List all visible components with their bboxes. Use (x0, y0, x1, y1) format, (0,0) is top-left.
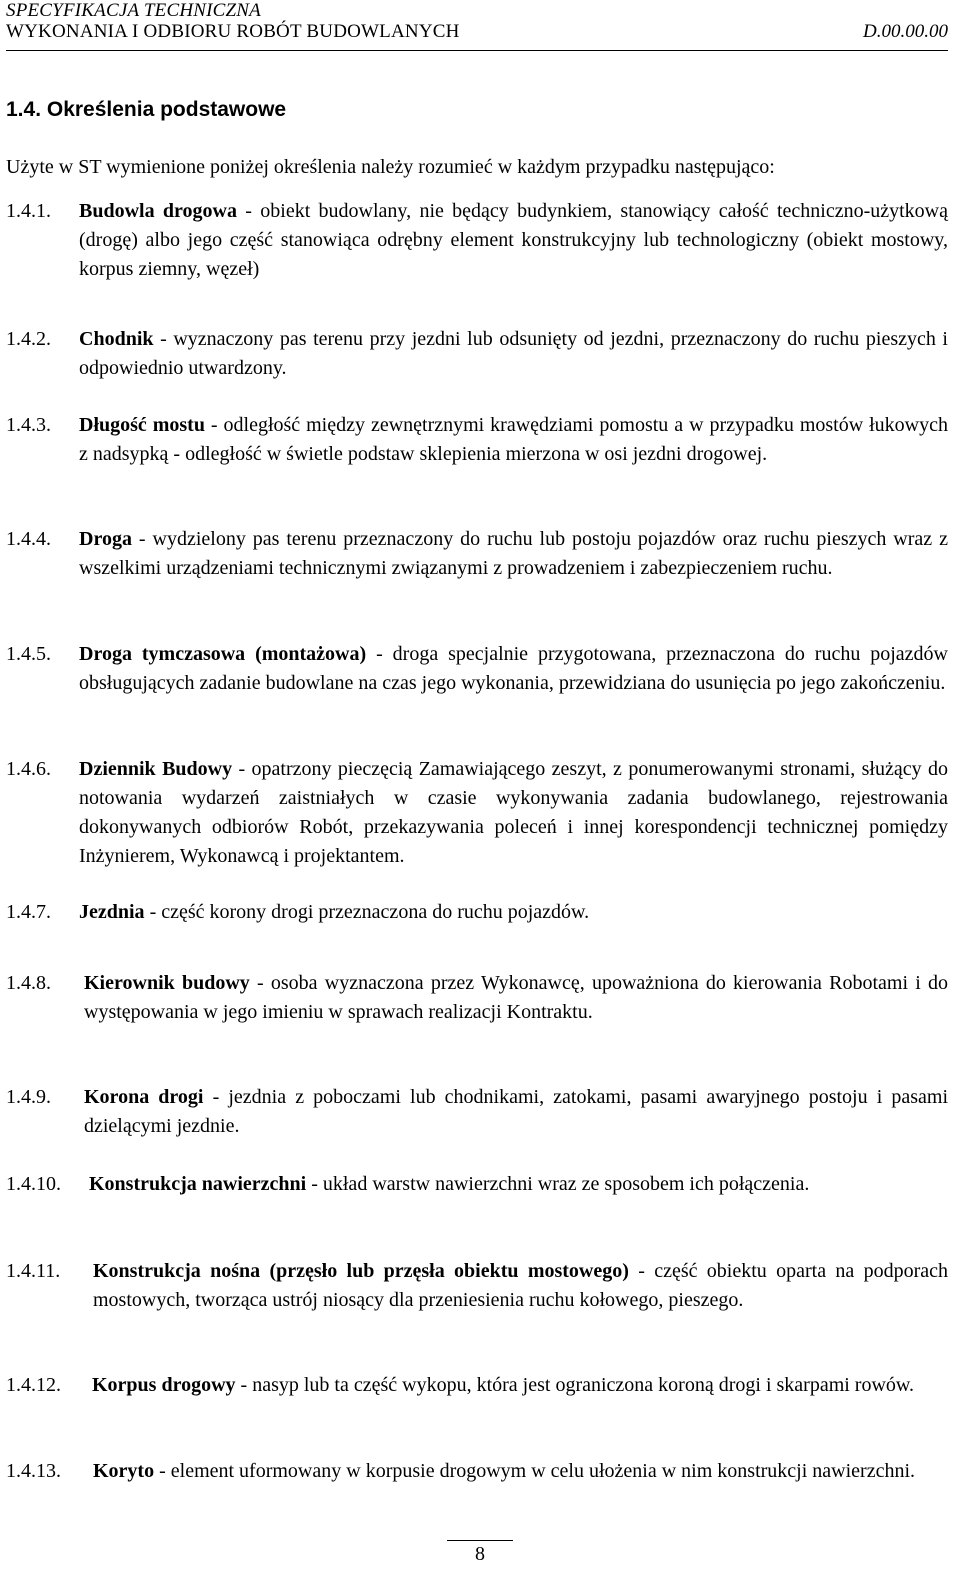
definition-term: Kierownik budowy (84, 972, 250, 994)
definition-number: 1.4.2. (6, 328, 51, 350)
definition-text: - układ warstw nawierzchni wraz ze sposobem ich połączenia. (306, 1173, 810, 1195)
definition-item (6, 325, 948, 383)
definition-term: Budowla drogowa (79, 200, 237, 222)
section-intro: Użyte w ST wymienione poniżej określenia należy rozumieć w każdym przypadku następująco: (6, 156, 775, 178)
definition-item (6, 525, 948, 583)
definition-text: - odległość między zewnętrznymi krawędziami pomostu a w przypadku mostów łukowych z nadsypką - odległość w świetle podstaw sklepienia mierzona w osi jezdni drogowej. (79, 414, 948, 465)
definition-text: - osoba wyznaczona przez Wykonawcę, upoważniona do kierowania Robotami i do występowania w jego imieniu w sprawach realizacji Kontraktu. (84, 972, 948, 1023)
definition-item (6, 1257, 948, 1315)
definition-term: Konstrukcja nośna (przęsło lub przęsła obiektu mostowego) (93, 1260, 629, 1282)
definition-term: Droga tymczasowa (montażowa) (79, 643, 367, 665)
definition-number: 1.4.6. (6, 758, 51, 780)
definition-term: Korpus drogowy (92, 1374, 236, 1396)
definition-number: 1.4.12. (6, 1374, 61, 1396)
definition-body (6, 969, 948, 1027)
definition-text: - jezdnia z poboczami lub chodnikami, zatokami, pasami awaryjnego postoju i pasami dzielącymi jezdnie. (84, 1086, 949, 1137)
header-title-line1: SPECYFIKACJA TECHNICZNA (6, 0, 261, 21)
definition-item (6, 197, 948, 284)
definition-number: 1.4.9. (6, 1086, 51, 1108)
definition-term: Chodnik (79, 328, 154, 350)
definition-body (6, 1257, 948, 1315)
definition-item (6, 1170, 948, 1199)
definition-body (6, 1457, 948, 1486)
definition-item (6, 1457, 948, 1486)
definition-body (6, 325, 948, 383)
header-title-line2: WYKONANIA I ODBIORU ROBÓT BUDOWLANYCH (6, 21, 460, 42)
definition-text: - droga specjalnie przygotowana, przeznaczona do ruchu pojazdów obsługujących zadanie budowlane na czas jego wykonania, przewidziana do usunięcia po jego zakończeniu. (79, 643, 948, 694)
definition-text: - obiekt budowlany, nie będący budynkiem, stanowiący całość techniczno-użytkową (drogę) albo jego część stanowiąca odrębny element konstrukcyjny lub technologiczny (obiekt mostowy, korpus ziemny, węzeł) (79, 200, 949, 280)
definition-body (6, 525, 948, 583)
definition-text: - część obiektu oparta na podporach mostowych, tworząca ustrój niosący dla przeniesienia ruchu kołowego, pieszego. (93, 1260, 949, 1311)
definition-number: 1.4.3. (6, 414, 51, 436)
header-document-code: D.00.00.00 (863, 21, 948, 42)
definition-body (6, 898, 948, 927)
definition-text: - wyznaczony pas terenu przy jezdni lub odsunięty od jezdni, przeznaczony do ruchu pieszych i odpowiednio utwardzony. (79, 328, 948, 379)
definition-number: 1.4.7. (6, 901, 51, 923)
definition-number: 1.4.10. (6, 1173, 61, 1195)
definition-item (6, 1083, 948, 1141)
definition-term: Korona drogi (84, 1086, 204, 1108)
definition-term: Droga (79, 528, 132, 550)
definition-number: 1.4.5. (6, 643, 51, 665)
definition-number: 1.4.1. (6, 200, 51, 222)
section-title: 1.4. Określenia podstawowe (6, 98, 287, 121)
definition-term: Dziennik Budowy (79, 758, 233, 780)
definition-body (6, 640, 948, 698)
definition-term: Jezdnia (79, 901, 145, 923)
definition-body (6, 1371, 948, 1400)
definition-number: 1.4.4. (6, 528, 51, 550)
definition-body (6, 411, 948, 469)
definition-item (6, 411, 948, 469)
definition-term: Długość mostu (79, 414, 205, 436)
definition-text: - opatrzony pieczęcią Zamawiającego zeszyt, z ponumerowanymi stronami, służący do notowania wydarzeń zaistniałych w czasie wykonywania zadania budowlanego, rejestrowania dokonywanych odbiorów Robót, przekazywania poleceń i innej korespondencji technicznej pomiędzy Inżynierem, Wykonawcą i projektantem. (79, 758, 948, 867)
definition-item (6, 1371, 948, 1400)
definition-body (6, 1083, 948, 1141)
definition-text: - element uformowany w korpusie drogowym w celu ułożenia w nim konstrukcji nawierzchni. (154, 1460, 916, 1482)
definition-body (6, 1170, 948, 1199)
page-number: 8 (475, 1543, 485, 1565)
definition-number: 1.4.8. (6, 972, 51, 994)
page-header (6, 0, 948, 51)
definition-term: Koryto (93, 1460, 155, 1482)
footer-divider (447, 1540, 513, 1541)
definition-term: Konstrukcja nawierzchni (89, 1173, 307, 1195)
definition-number: 1.4.11. (6, 1260, 61, 1282)
definition-body (6, 197, 948, 284)
definition-text: - część korony drogi przeznaczona do ruchu pojazdów. (144, 901, 590, 923)
definition-item (6, 969, 948, 1027)
definition-number: 1.4.13. (6, 1460, 61, 1482)
definition-text: - wydzielony pas terenu przeznaczony do ruchu lub postoju pojazdów oraz ruchu pieszych wraz z wszelkimi urządzeniami technicznymi związanymi z prowadzeniem i zabezpieczeniem ruchu. (79, 528, 948, 579)
definition-item (6, 755, 948, 871)
definition-item (6, 898, 948, 927)
definition-text: - nasyp lub ta część wykopu, która jest ograniczona koroną drogi i skarpami rowów. (235, 1374, 915, 1396)
definition-body (6, 755, 948, 871)
definition-item (6, 640, 948, 698)
